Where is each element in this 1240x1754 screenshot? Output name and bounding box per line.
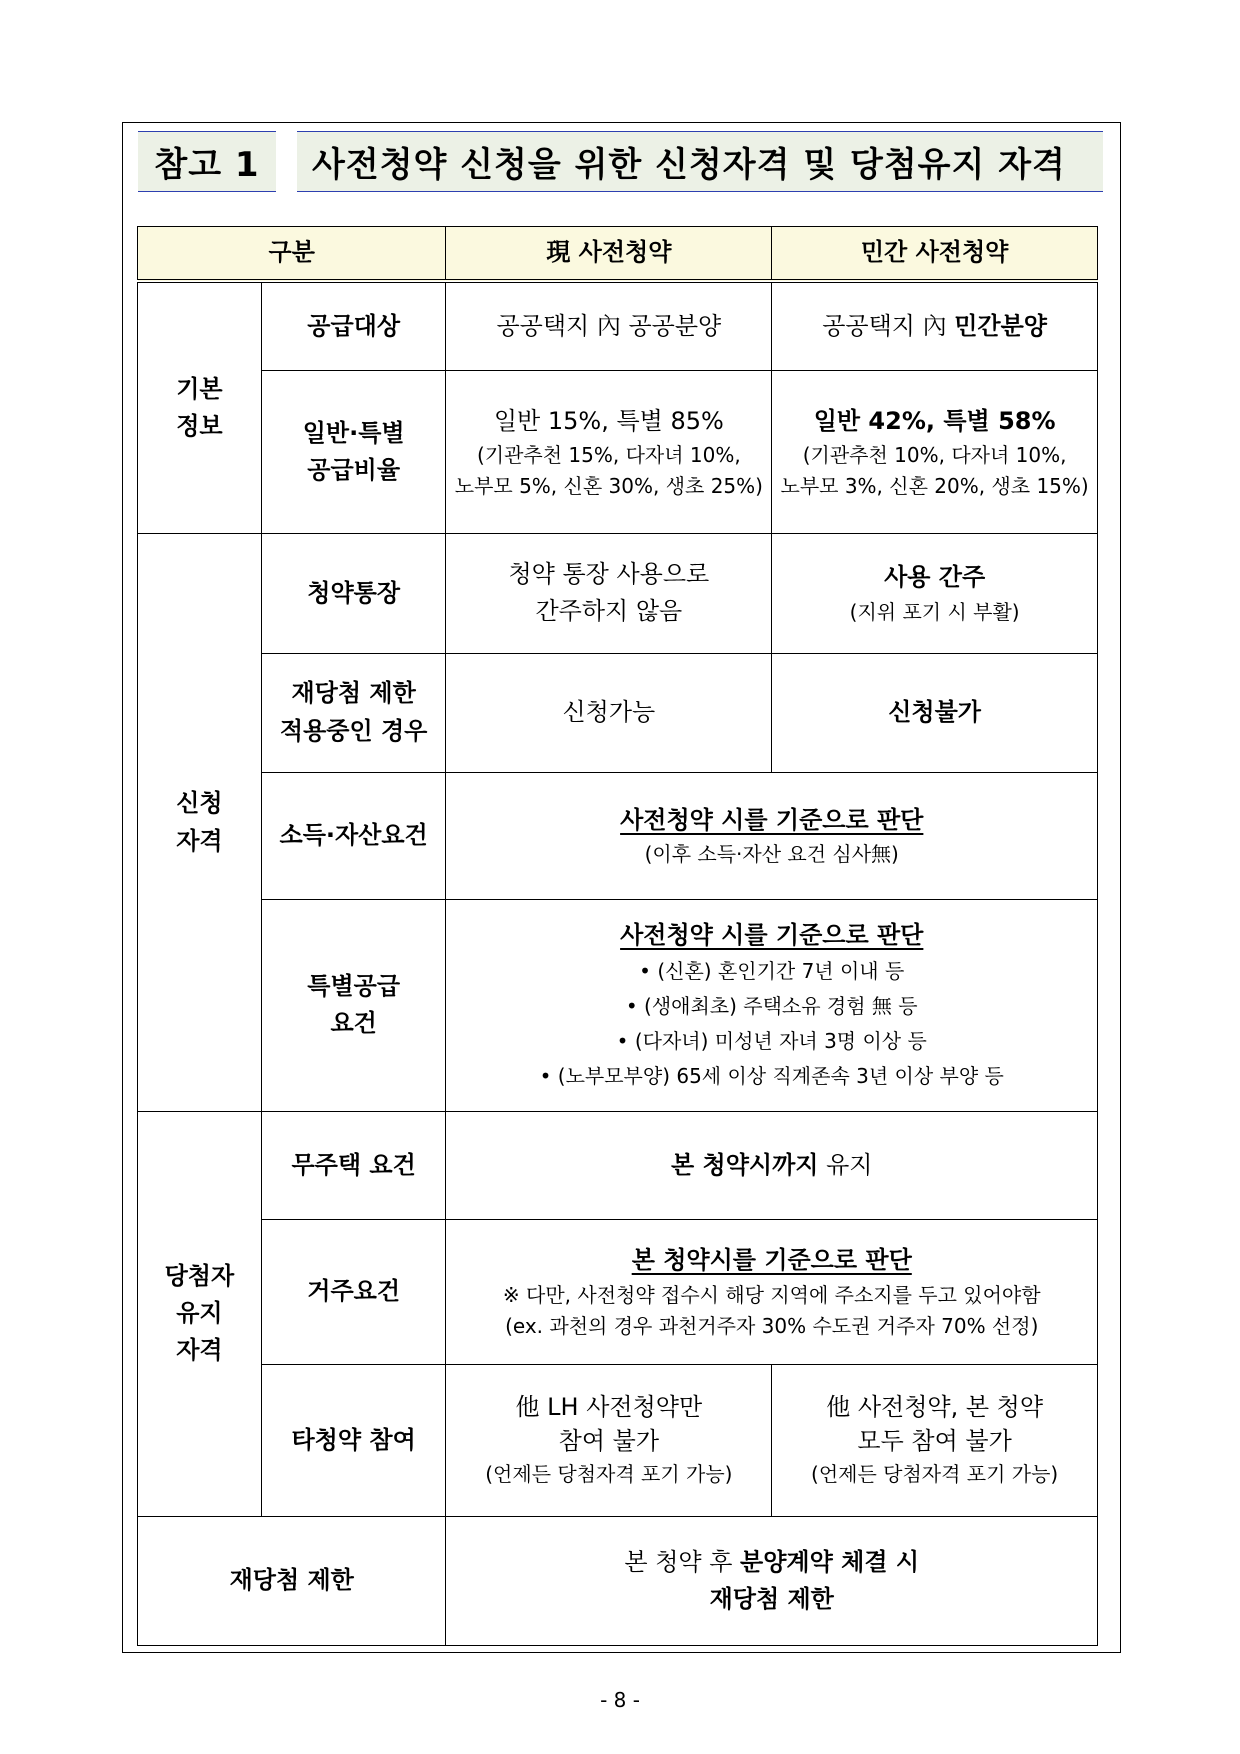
cell-merged [446, 1516, 1098, 1645]
cell-text: 他 사전청약, 본 청약 모두 참여 불가 [826, 1393, 1044, 1455]
row-label: 청약통장 [261, 534, 446, 653]
cell-merged [446, 1219, 1098, 1364]
cell-merged [446, 899, 1098, 1111]
cell-main-text: 사전청약 시를 기준으로 판단 [620, 920, 924, 949]
table-row [138, 1111, 1098, 1219]
row-label: 공급대상 [261, 281, 446, 371]
cell-current [446, 1365, 772, 1516]
row-label-text: 재당첨 제한 적용중인 경우 [279, 679, 428, 745]
cell-text: 他 LH 사전청약만 참여 불가 [515, 1393, 703, 1455]
cell-note: (언제든 당첨자격 포기 가능) [811, 1461, 1059, 1486]
cell-current: 공공택지 內 공공분양 [446, 281, 772, 371]
cell-note: (지위 포기 시 부활) [849, 599, 1020, 624]
table-row [138, 899, 1098, 1111]
ratio-detail: 노부모 3%, 신혼 20%, 생초 15%) [780, 473, 1089, 498]
cell-note: (ex. 과천의 경우 과천거주자 30% 수도권 거주자 70% 선정) [505, 1313, 1039, 1338]
qualification-table [137, 226, 1098, 1646]
ratio-main: 일반 42%, 특별 58% [813, 406, 1056, 435]
row-label: 소득·자산요건 [261, 772, 446, 899]
row-label [261, 370, 446, 534]
list-item: • (노부모부양) 65세 이상 직계존속 3년 이상 부양 등 [539, 1063, 1004, 1088]
table-header-row [138, 227, 1098, 281]
cell-main-text: 사전청약 시를 기준으로 판단 [620, 805, 924, 834]
cell-private [772, 1365, 1098, 1516]
row-label: 무주택 요건 [261, 1111, 446, 1219]
group-label: 신청 자격 [176, 789, 223, 855]
cell-bold-text: 본 청약시까지 [671, 1150, 819, 1179]
header-category: 구분 [138, 227, 446, 281]
cell-current [446, 370, 772, 534]
cell-text: 본 청약 후 [624, 1547, 741, 1576]
page-number: - 8 - [600, 1688, 640, 1712]
cell-bold-text: 민간분양 [954, 311, 1047, 340]
list-item: • (신혼) 혼인기간 7년 이내 등 [639, 958, 905, 983]
table-row [138, 1516, 1098, 1645]
cell-merged [446, 772, 1098, 899]
cell-text: 유지 [818, 1150, 873, 1179]
page-title [297, 131, 1103, 192]
ratio-detail: (기관추천 10%, 다자녀 10%, [802, 442, 1067, 467]
cell-note: (언제든 당첨자격 포기 가능) [485, 1461, 733, 1486]
table-row [138, 1219, 1098, 1364]
header-current: 現 사전청약 [446, 227, 772, 281]
page-title-text: 사전청약 신청을 위한 신청자격 및 당첨유지 자격 [312, 145, 1066, 185]
ratio-detail: (기관추천 15%, 다자녀 10%, [476, 442, 741, 467]
table-row [138, 653, 1098, 772]
cell-current: 신청가능 [446, 653, 772, 772]
cell-bold-text: 재당첨 제한 [709, 1584, 834, 1613]
list-item: • (다자녀) 미성년 자녀 3명 이상 등 [616, 1028, 927, 1053]
row-label: 재당첨 제한 [138, 1516, 446, 1645]
row-label-text: 일반·특별 공급비율 [302, 418, 405, 485]
row-label [261, 653, 446, 772]
cell-bold-text: 분양계약 체결 시 [740, 1547, 920, 1576]
ratio-main: 일반 15%, 특별 85% [493, 406, 724, 435]
group-label: 기본 정보 [176, 374, 223, 440]
cell-main-text: 본 청약시를 기준으로 판단 [631, 1246, 912, 1275]
cell-line [446, 1544, 1097, 1581]
list-item: • (생애최초) 주택소유 경험 無 등 [625, 993, 918, 1018]
row-label: 타청약 참여 [261, 1365, 446, 1516]
ratio-detail: 노부모 5%, 신혼 30%, 생초 25%) [454, 473, 763, 498]
table-row [138, 1365, 1098, 1516]
cell-bold-text: 사용 간주 [884, 563, 986, 592]
table-row [138, 281, 1098, 371]
cell-private [772, 281, 1098, 371]
group-application [138, 534, 262, 1111]
cell-note: (이후 소득·자산 요건 심사無) [644, 841, 899, 866]
cell-note: ※ 다만, 사전청약 접수시 해당 지역에 주소지를 두고 있어야함 [502, 1282, 1041, 1307]
row-label: 거주요건 [261, 1219, 446, 1364]
table-row [138, 534, 1098, 653]
reference-label-text: 참고 1 [154, 145, 260, 185]
table-row [138, 370, 1098, 534]
cell-text: 공공택지 內 [822, 311, 955, 340]
header-private: 민간 사전청약 [772, 227, 1098, 281]
cell-private: 신청불가 [772, 653, 1098, 772]
cell-private [772, 370, 1098, 534]
cell-current: 청약 통장 사용으로 간주하지 않음 [446, 534, 772, 653]
group-winner-keep [138, 1111, 262, 1516]
row-label [261, 899, 446, 1111]
group-label: 당첨자 유지 자격 [164, 1261, 235, 1365]
table-row [138, 772, 1098, 899]
group-basic-info [138, 281, 262, 534]
reference-label [138, 131, 276, 192]
row-label-text: 특별공급 요건 [307, 972, 401, 1038]
cell-merged [446, 1111, 1098, 1219]
cell-private [772, 534, 1098, 653]
